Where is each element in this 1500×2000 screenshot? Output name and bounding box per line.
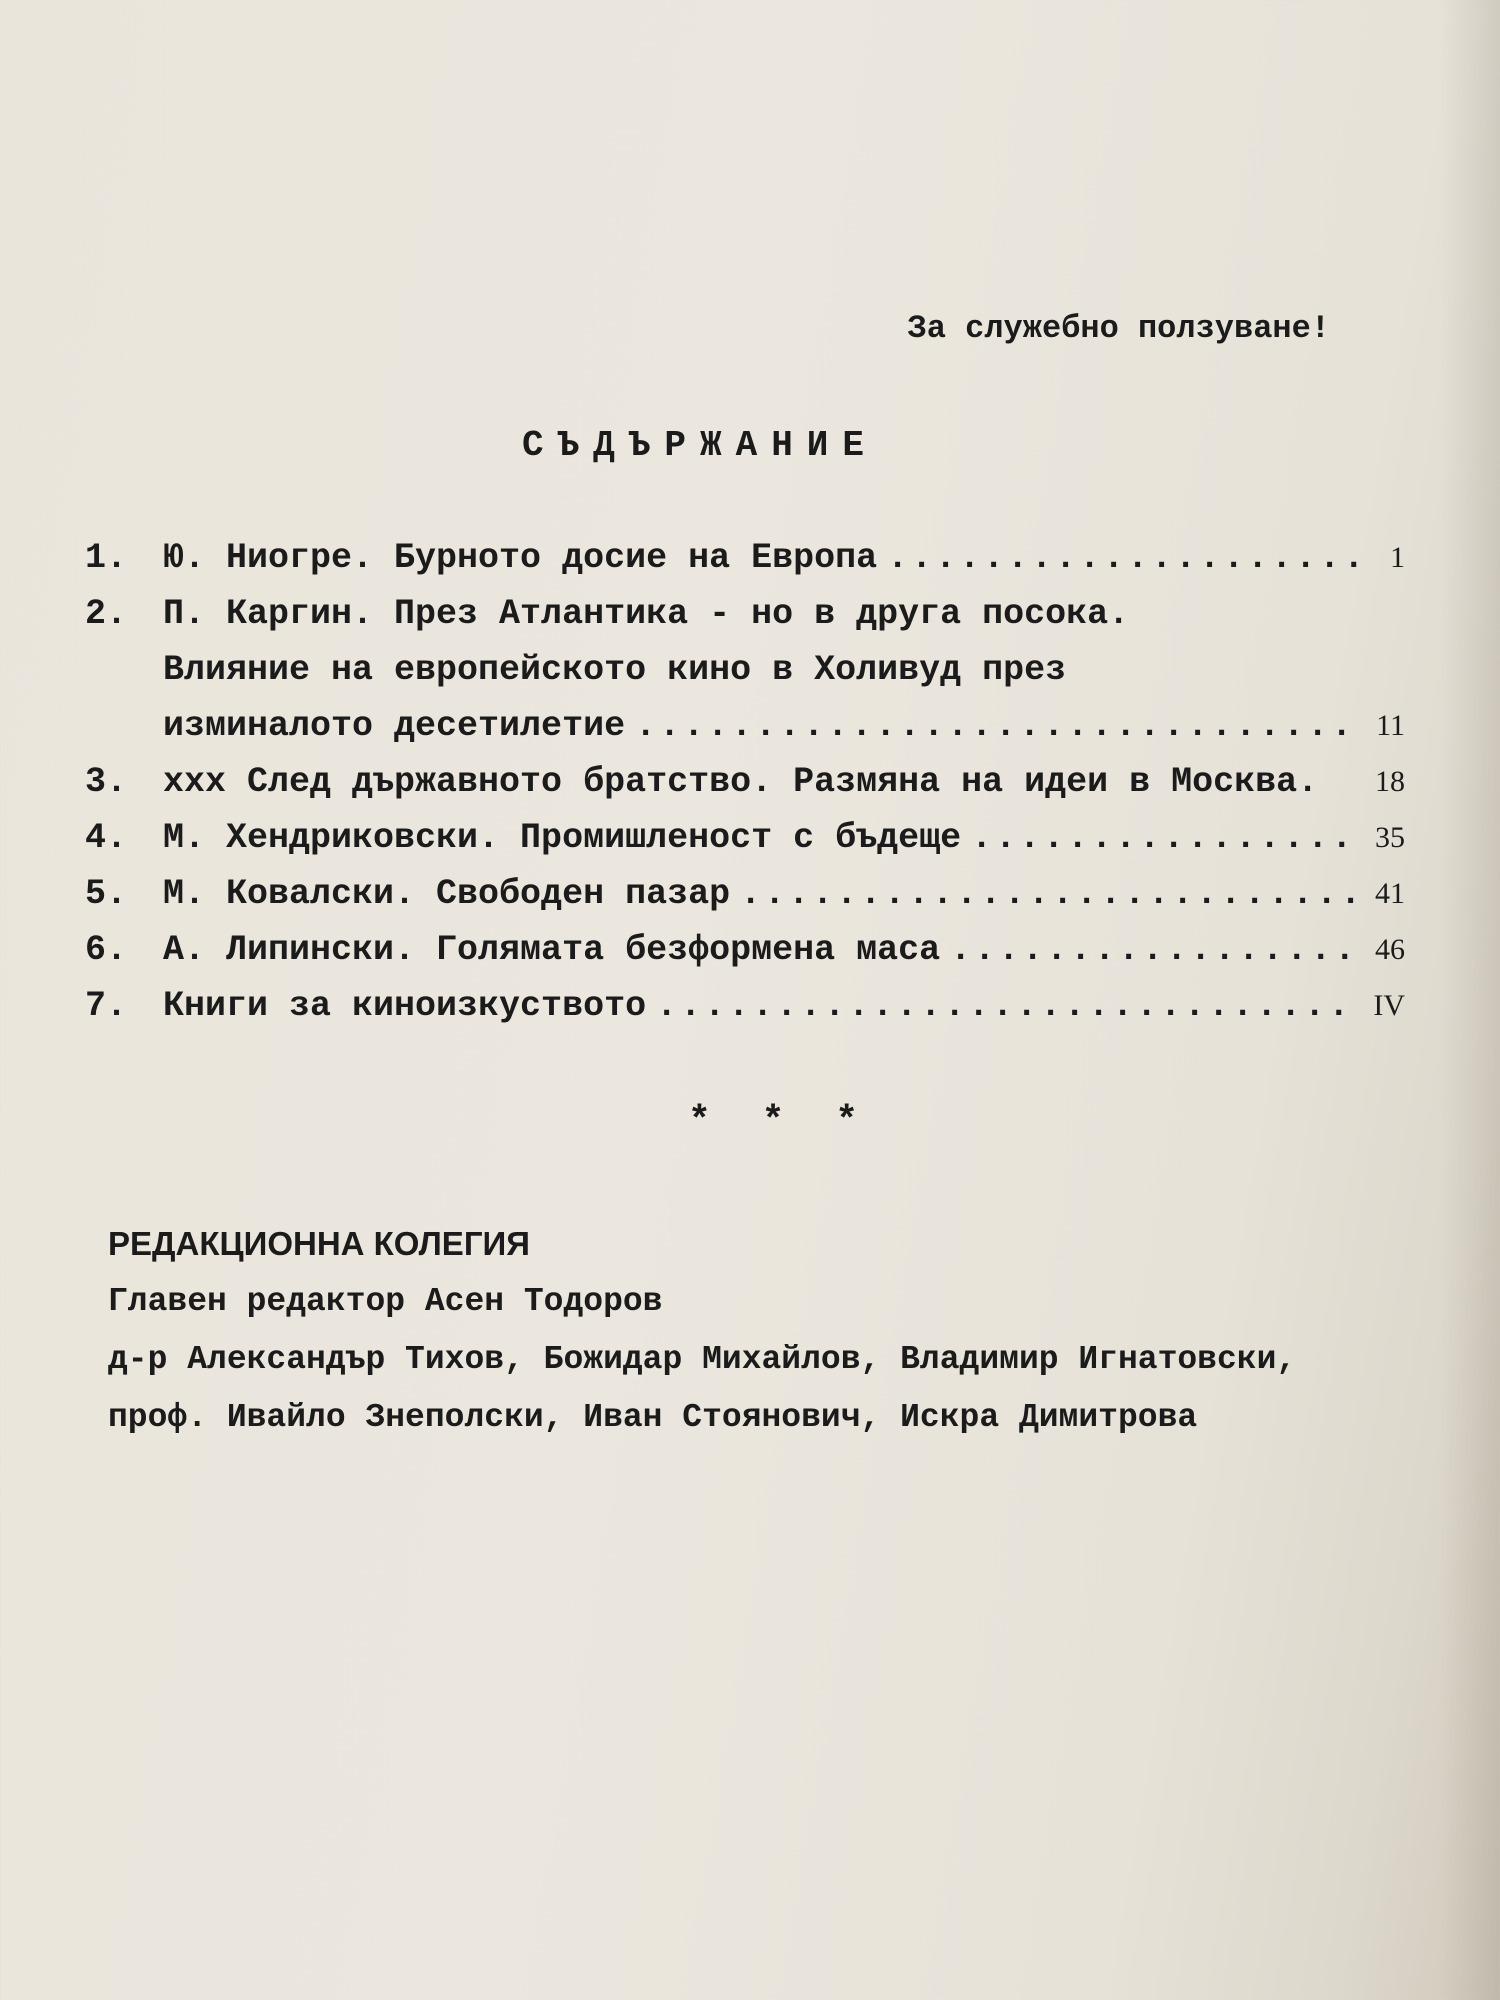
toc-leader-dots: [887, 530, 1357, 586]
board-members-line-1: д-р Александър Тихов, Божидар Михайлов, Владимир Игнатовски,: [108, 1341, 1297, 1378]
toc-entry-title: ххх След държавното братство. Размяна на идеи в Москва.: [163, 762, 1319, 802]
toc-entry-title: Ю. Ниогре. Бурното досие на Европа: [163, 538, 878, 578]
toc-entry-page: 18: [1375, 765, 1405, 798]
toc-entry-2-last-line: [85, 698, 1405, 754]
toc-entry-page: 1: [1390, 541, 1405, 574]
toc-entry-page: 41: [1375, 877, 1405, 910]
toc-entry-page: IV: [1373, 989, 1405, 1022]
toc-leader-dots: [740, 866, 1357, 922]
toc-entry-3: [85, 754, 1405, 810]
toc-entry-number: 6.: [85, 930, 128, 970]
restricted-use-note: За служебно ползуване!: [907, 310, 1330, 347]
editorial-board: [108, 1215, 1398, 1447]
toc-entry-number: 5.: [85, 874, 128, 914]
table-of-contents: [85, 530, 1405, 1034]
toc-entry-number: 1.: [85, 538, 128, 578]
toc-entry-2: [85, 586, 1405, 642]
toc-leader-dots: [971, 810, 1357, 866]
toc-entry-6: [85, 922, 1405, 978]
toc-entry-title: М. Ковалски. Свободен пазар: [163, 874, 731, 914]
toc-entry-title: М. Хендриковски. Промишленост с бъдеще: [163, 818, 962, 858]
toc-entry-5: [85, 866, 1405, 922]
toc-leader-dots: [635, 698, 1357, 754]
toc-entry-title-continued: изминалото десетилетие: [163, 706, 626, 746]
toc-entry-1: [85, 530, 1405, 586]
toc-entry-number: 3.: [85, 762, 128, 802]
toc-entry-title-continued: Влияние на европейското кино в Холивуд през: [163, 650, 1067, 690]
page-title: СЪДЪРЖАНИЕ: [521, 425, 879, 466]
page-edge-shadow: [1440, 0, 1500, 2000]
toc-entry-number: 7.: [85, 986, 128, 1026]
editorial-board-heading: РЕДАКЦИОННА КОЛЕГИЯ: [108, 1225, 530, 1262]
toc-entry-page: 11: [1376, 709, 1405, 742]
toc-entry-page: 46: [1375, 933, 1405, 966]
board-members-line-2: проф. Ивайло Знеполски, Иван Стоянович, Искра Димитрова: [108, 1399, 1198, 1436]
toc-entry-number: 2.: [85, 594, 128, 634]
chief-editor: Главен редактор Асен Тодоров: [108, 1283, 663, 1320]
toc-entry-page: 35: [1375, 821, 1405, 854]
toc-entry-title: А. Липински. Голямата безформена маса: [163, 930, 941, 970]
toc-leader-dots: [950, 922, 1357, 978]
section-separator: * * *: [687, 1100, 873, 1143]
toc-entry-7: [85, 978, 1405, 1034]
toc-leader-dots: [656, 978, 1357, 1034]
toc-entry-4: [85, 810, 1405, 866]
toc-entry-number: 4.: [85, 818, 128, 858]
toc-entry-title: Книги за киноизкуството: [163, 986, 647, 1026]
toc-entry-title: П. Каргин. През Атлантика - но в друга посока.: [163, 594, 1130, 634]
